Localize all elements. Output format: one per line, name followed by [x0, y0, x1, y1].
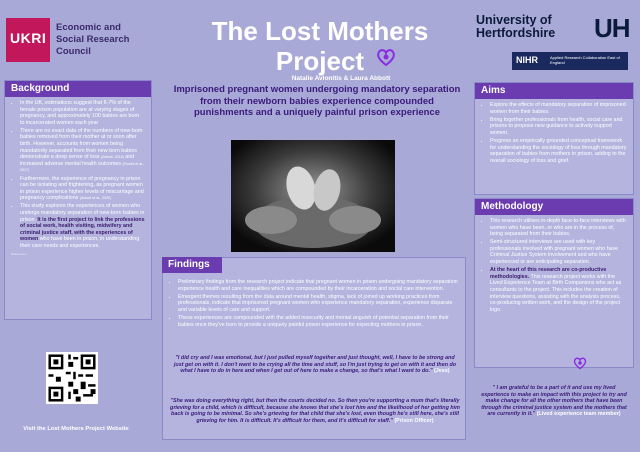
- background-heading: Background: [5, 81, 151, 97]
- list-item: • Semi-structured interviews are used with key professionals involved with pregnant women who have Criminal Justice System involvement and who have experienced or are anticipating separation.: [490, 239, 627, 265]
- aims-heading: Aims: [475, 83, 633, 99]
- list-item: • This research utilises in-depth face-to-face interviews with women who have been, or who are in the process of, being separated from their babies.: [490, 218, 627, 238]
- list-item: • Explore the effects of mandatory separation of imprisoned women from their babies.: [490, 102, 627, 115]
- aims-section: [474, 82, 634, 195]
- ukri-esrc-logo: [6, 18, 146, 64]
- findings-heading: Findings: [162, 257, 222, 273]
- quote-prison-officer: "She was doing everything right, but then the courts decided no. So then you're supporting a mum that's literally grieving for a child, which is difficult, because she knows that she's lost him and the likelihood of her getting him back is going to be minimal. So she's grieving for that child that she's lost, even though he's still here, she's still grieving for him. It is difficult. It's difficult for them, and it's difficult for staff." (Prison Officer): [170, 398, 460, 424]
- quote-lived-experience: " I am grateful to be a part of it and use my lived experience to make an impact with this project to try and make change for all the other mothers that have been through the criminal justice system and the mothers that are currently in it." (Lived experience team member): [481, 385, 627, 418]
- methodology-heading: Methodology: [475, 199, 633, 215]
- funder-name: Economic and Social Research Council: [56, 22, 130, 57]
- university-logo: University of Hertfordshire UH: [476, 13, 630, 43]
- authors: Natalie Avlonitis & Laura Abbott: [291, 75, 391, 82]
- poster-subtitle: Imprisoned pregnant women undergoing mandatory separation from their newborn babies experience compounded punishments and a uniquely painful prison experience: [173, 84, 461, 118]
- list-item: • Furthermore, the experience of pregnancy in prison can be isolating and frightening, as pregnant women in prison experience higher levels of miscarriage and pregnancy complications (Abbott et al., 2020): [20, 176, 145, 202]
- heart-logo-icon: [376, 47, 396, 67]
- nihr-logo: NIHR Applied Research Collaboration East of England: [512, 52, 628, 70]
- list-item: • Bring together professionals from health, social care and prisons to propose new guidance to actively support women.: [490, 117, 627, 137]
- background-section: [4, 80, 152, 320]
- methodology-section: [474, 198, 634, 368]
- list-item: • In the UK, estimations suggest that 6-7% of the female prison population are at varying stages of pregnancy, and approximately 100 babies are born to incarcerated women each year: [20, 100, 145, 126]
- list-item: • There are no exact data of the numbers of new-born babies removed from their mother at or soon after birth. However, accounts from women being mandatorily separated from their new-born babies demonstrate a deep sense of loss (Abbott, 2018) and increased adverse mental health outcomes (Powell et al., 2017): [20, 128, 145, 174]
- list-item: • Progress an empirically grounded conceptual framework for understanding the sociology of loss through mandatory separation of babies from mothers in prison, adding to the overall sociology of loss and grief.: [490, 138, 627, 164]
- list-item: • This study explores the experiences of women who undergo mandatory separation of new-born babies in prison. It is the first project to link the professions of social work, health visiting, midwifery and criminal justice staff, with the experiences of women who have been in prison, in understanding their care needs and experiences.: [20, 203, 145, 249]
- list-item: • At the heart of this research are co-productive methodologies. This research project works with the Lived Experience Team at Birth Companions who act as consultants to the project. This includes the creation of interview questions, assisting with the analysis process, co-producing written work, and the design of the project logo.: [490, 267, 627, 313]
- quote-jess: "I did cry and I was emotional, but I just pulled myself together and just thought, well, I have to be strong and just get on with it. I don't want to be crying all the time and stuff, so I'm just trying to get on with it and then do what I have to do in here and when I get out of here to make a change, so that's what I want to do." (Jess): [173, 355, 457, 375]
- qr-code-icon[interactable]: [46, 352, 98, 404]
- references: References: [11, 251, 27, 256]
- heart-logo-icon: [573, 356, 587, 370]
- ukri-logo-mark: UKRI: [6, 18, 50, 62]
- baby-feet-photo: [231, 140, 395, 252]
- list-item: • Preliminary findings from the research project indicate that pregnant women in prison undergoing mandatory separation experience health and care inequalities which are compounded by their incarceration and social care intervention.: [178, 279, 459, 292]
- poster-title: The Lost Mothers Project: [211, 16, 429, 76]
- list-item: • These experiences are compounded with the added insecurity and mental anguish of potential separation from their babies once they've born to provide a uniquely painful prison experience for expecting mothers in prison.: [178, 315, 459, 328]
- qr-code-label[interactable]: Visit the Lost Mothers Project Website: [23, 426, 129, 432]
- list-item: • Emergent themes resulting from the data around mental health, stigma, lack of joined up working practices from professionals, indicate that imprisoned pregnant women who experience mandatory separation, experience disparate and variable levels of care and support.: [178, 294, 459, 314]
